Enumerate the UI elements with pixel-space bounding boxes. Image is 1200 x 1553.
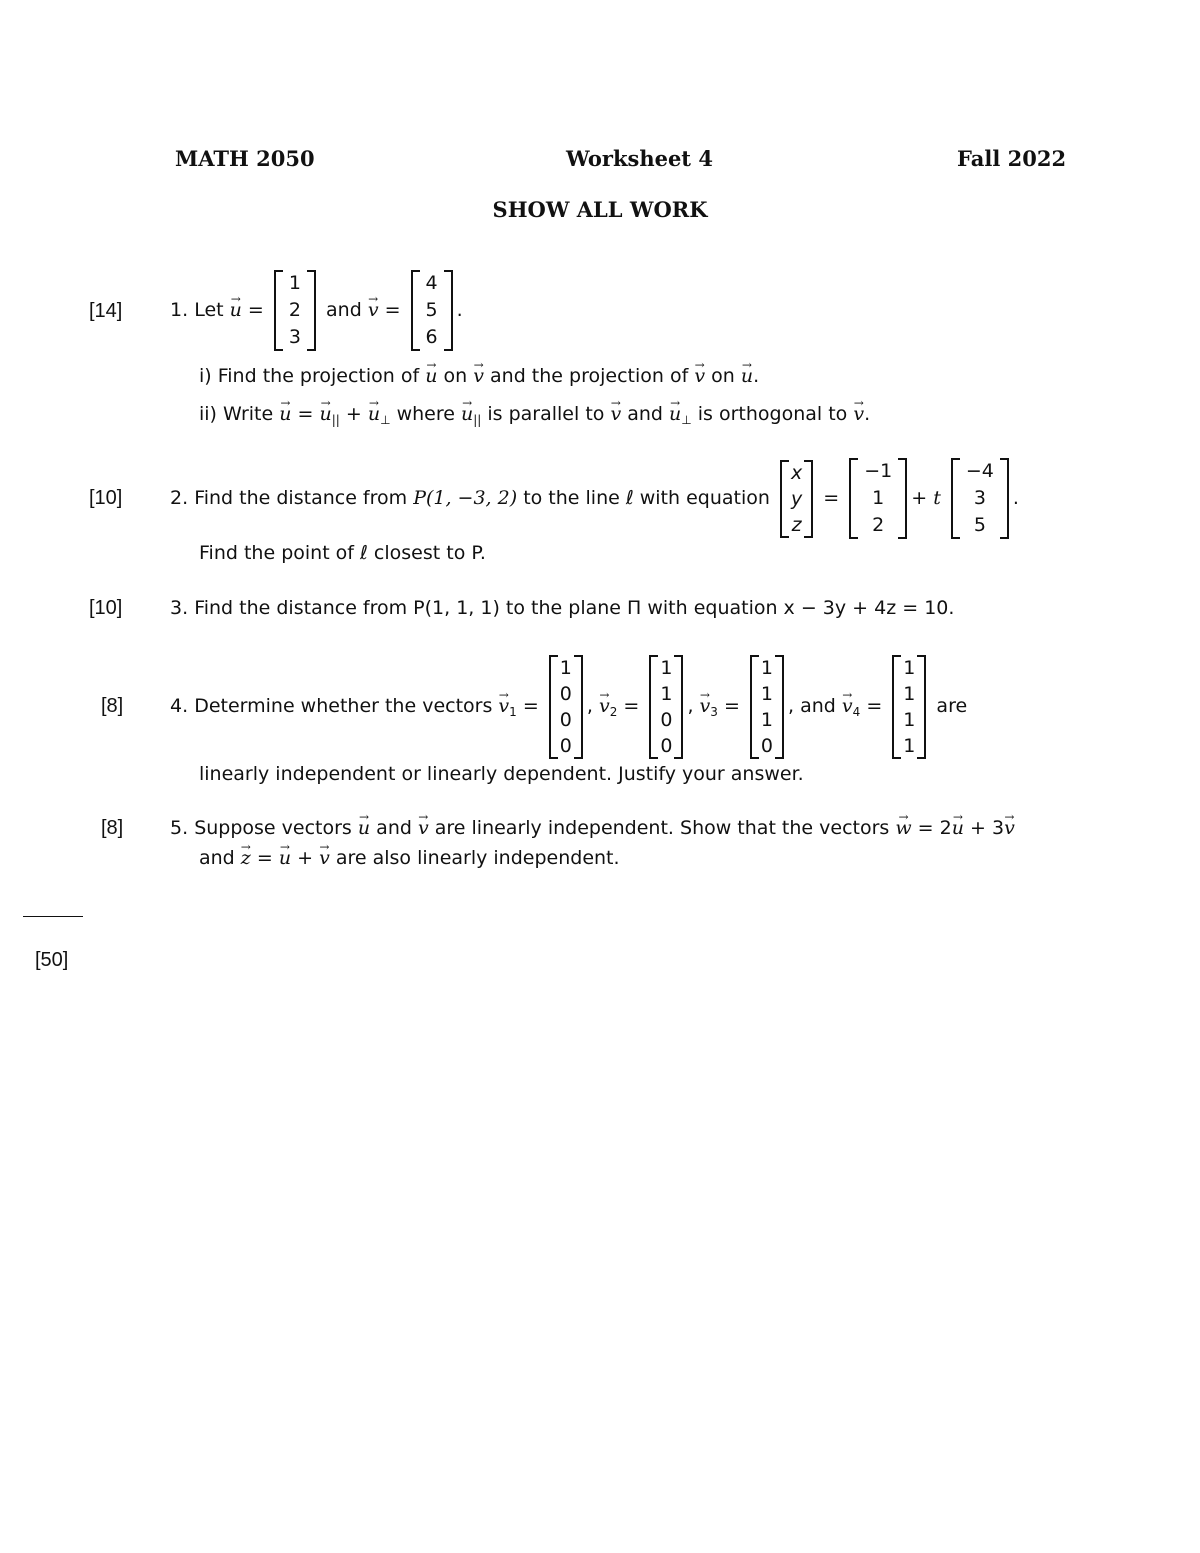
problem-5-statement-cont: and → z = → u + → v are also linearly independent.	[199, 846, 620, 870]
vector-v1: 1 0 0 0	[549, 655, 583, 759]
problem-3-statement: 3. Find the distance from P(1, 1, 1) to the plane Π with equation x − 3y + 4z = 10.	[170, 597, 955, 619]
problem-4-statement: 4. Determine whether the vectors → $v_1$ = 1 0 0 0 , → $v_2$ = 1 1 0 0 , → $v_3$ = 1 1 1 0 , and → $v_4$ = 1 1 1 1 are	[170, 648, 967, 770]
problem-1-part-i: i) Find the projection of → u on → v and the projection of → v on → u.	[199, 364, 759, 388]
problem-4-statement-cont: linearly independent or linearly dependent. Justify your answer.	[199, 763, 804, 785]
problem-1-statement: 1. Let → u = 1 2 3 and → v = 4 5 6 .	[170, 267, 463, 354]
problem-2-points: [10]	[89, 487, 123, 509]
vector-point: −1 1 2	[849, 458, 907, 539]
vector-direction: −4 3 5	[951, 458, 1009, 539]
vector-v3: 1 1 1 0	[750, 655, 784, 759]
vector-xyz: x y z	[780, 460, 813, 538]
term-label: Fall 2022	[957, 146, 1067, 171]
total-divider	[23, 916, 83, 917]
worksheet-label: Worksheet 4	[566, 146, 713, 171]
problem-5-statement: 5. Suppose vectors → u and → v are linearly independent. Show that the vectors → w = 2→ u + 3→ v	[170, 816, 1015, 840]
problem-3-points: [10]	[89, 597, 123, 619]
problem-5-points: [8]	[101, 817, 124, 839]
problem-2-statement: 2. Find the distance from P(1, −3, 2) to the line ℓ with equation x y z = −1 1 2 + t −4 3 5 .	[170, 455, 1019, 542]
problem-4-points: [8]	[101, 695, 124, 717]
vector-v2: 1 1 0 0	[649, 655, 683, 759]
vector-v4: 1 1 1 1	[892, 655, 926, 759]
course-code: MATH 2050	[175, 146, 315, 171]
problem-1-part-ii: ii) Write → u = → $u_{||}$ + → $u_\perp$ where → $u_{||}$ is parallel to → v and → $u_\perp$ is orthogonal to → v.	[199, 402, 870, 432]
vector-v: 4 5 6	[411, 270, 453, 351]
problem-2-closest-point: Find the point of ℓ closest to P.	[199, 542, 486, 564]
problem-1-points: [14]	[89, 300, 123, 322]
page-title: SHOW ALL WORK	[492, 197, 708, 222]
vector-u: 1 2 3	[274, 270, 316, 351]
total-points: [50]	[35, 949, 69, 971]
